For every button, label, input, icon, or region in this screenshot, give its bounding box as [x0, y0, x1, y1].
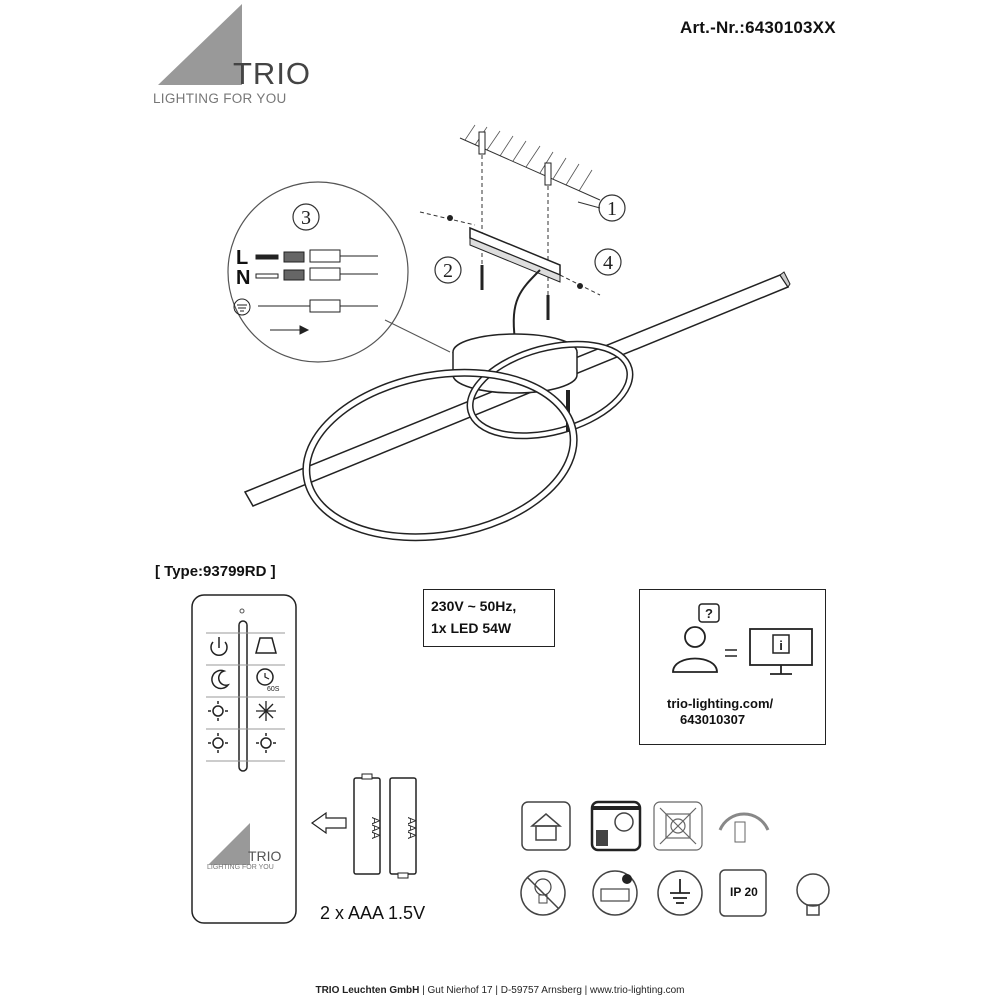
remote-dimmer-icon — [720, 814, 768, 842]
voltage-spec: 230V ~ 50Hz, — [431, 598, 517, 614]
online-info-icon — [655, 602, 815, 682]
step-2-label: 2 — [443, 260, 453, 282]
color-temp-icon — [256, 701, 276, 721]
footer-address: | Gut Nierhof 17 | D-59757 Arnsberg | www.trio-lighting.com — [419, 985, 685, 996]
footer — [0, 985, 1000, 996]
svg-text:?: ? — [705, 606, 713, 621]
light-bulb-icon — [797, 874, 829, 915]
logo-name: TRIO — [233, 56, 312, 91]
no-led-replacement-icon — [521, 871, 565, 915]
info-url-line2: 643010307 — [680, 712, 746, 727]
svg-text:i: i — [779, 638, 783, 653]
symbol-row-2 — [515, 865, 835, 925]
driver-replacement-icon — [593, 871, 637, 915]
logo-tagline: LIGHTING FOR YOU — [153, 91, 287, 106]
ip-rating-label: IP 20 — [730, 885, 758, 899]
wire-n-label: N — [236, 267, 251, 289]
step-4-label: 4 — [603, 252, 613, 274]
timer-label: 60S — [267, 686, 280, 693]
battery-2-label: AAA — [405, 816, 417, 840]
info-box — [639, 589, 826, 745]
spec-box — [423, 589, 555, 647]
battery-1-label: AAA — [369, 816, 381, 840]
remote-control — [190, 593, 300, 928]
footer-company: TRIO Leuchten GmbH — [315, 985, 420, 996]
led-spec: 1x LED 54W — [431, 620, 512, 636]
article-number: Art.-Nr.:6430103XX — [680, 18, 836, 37]
protective-earth-icon — [658, 871, 702, 915]
insert-arrow-icon — [312, 813, 346, 833]
wire-l-label: L — [236, 247, 249, 269]
step-3-label: 3 — [301, 207, 311, 229]
battery-count-label: 2 x AAA 1.5V — [320, 903, 426, 923]
ceiling-mount-icon — [592, 802, 640, 850]
remote-type-label: [ Type:93799RD ] — [155, 563, 276, 580]
battery-diagram — [308, 770, 423, 880]
remote-logo-name: TRIO — [248, 848, 282, 864]
indoor-use-icon — [522, 802, 570, 850]
remote-logo-tagline: LIGHTING FOR YOU — [207, 864, 274, 871]
step-1-label: 1 — [607, 198, 617, 220]
no-direct-mount-icon — [654, 802, 702, 850]
info-url-line1: trio-lighting.com/ — [667, 696, 774, 711]
symbol-row-1 — [520, 800, 780, 860]
